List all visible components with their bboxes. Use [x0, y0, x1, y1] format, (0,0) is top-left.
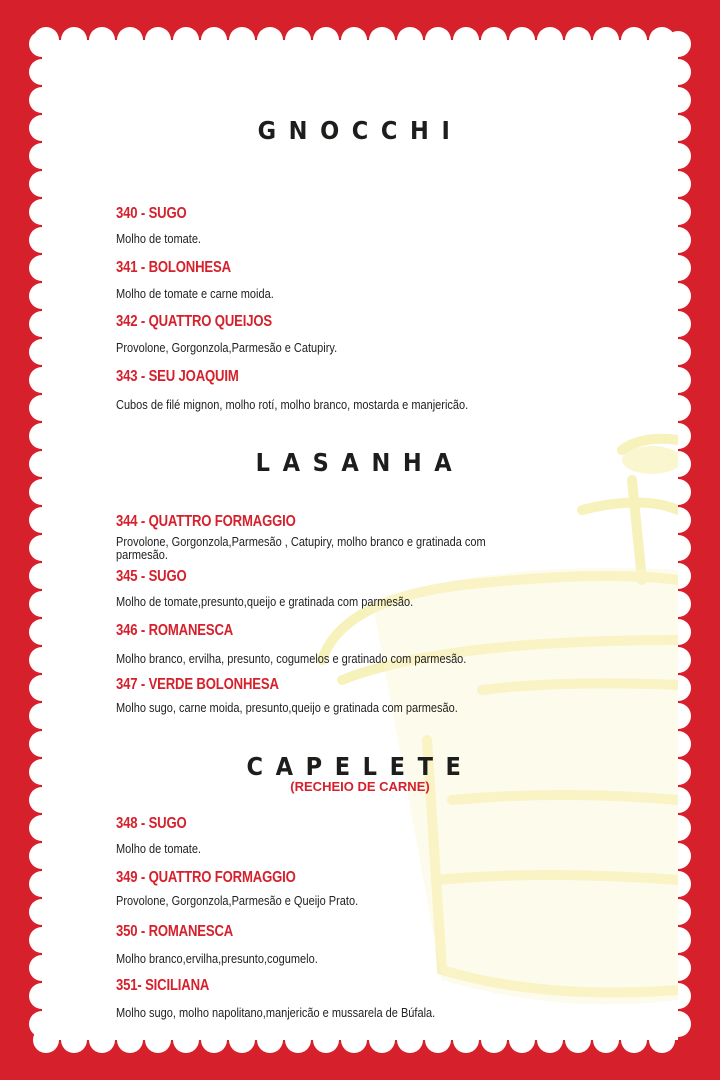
menu-item-name: 341 - BOLONHESA	[116, 259, 231, 276]
menu-page	[42, 40, 678, 1040]
menu-item-desc: Molho branco,ervilha,presunto,cogumelo.	[116, 952, 318, 966]
section-subtitle: (RECHEIO DE CARNE)	[290, 779, 430, 794]
menu-item-name: 342 - QUATTRO QUEIJOS	[116, 313, 272, 330]
menu-item-desc: Molho branco, ervilha, presunto, cogumelos e gratinado com parmesão.	[116, 652, 467, 666]
section-title-lasanha: LASANHA	[255, 448, 465, 477]
menu-item-name: 351- SICILIANA	[116, 977, 210, 994]
menu-item-name: 350 - ROMANESCA	[116, 923, 234, 940]
menu-item-desc: Provolone, Gorgonzola,Parmesão e Catupiry.	[116, 341, 338, 355]
menu-item-desc: Molho de tomate,presunto,queijo e gratinada com parmesão.	[116, 595, 414, 609]
menu-item-desc: Molho de tomate.	[116, 232, 202, 246]
menu-item-desc: Molho de tomate e carne moida.	[116, 287, 274, 301]
menu-item-name: 348 - SUGO	[116, 815, 187, 832]
menu-item-name: 345 - SUGO	[116, 568, 187, 585]
menu-item-name: 340 - SUGO	[116, 205, 187, 222]
menu-item-desc: Molho sugo, molho napolitano,manjericão e mussarela de Búfala.	[116, 1006, 436, 1020]
section-title-gnocchi: GNOCCHI	[257, 116, 463, 145]
menu-item-desc: Provolone, Gorgonzola,Parmesão e Queijo Prato.	[116, 894, 359, 908]
menu-item-name: 347 - VERDE BOLONHESA	[116, 676, 279, 693]
menu-item-name: 343 - SEU JOAQUIM	[116, 368, 239, 385]
menu-item-desc: Provolone, Gorgonzola,Parmesão , Catupiry, molho branco e gratinada com parmesão.	[116, 535, 486, 562]
menu-item-name: 349 - QUATTRO FORMAGGIO	[116, 869, 296, 886]
section-title-capelete: CAPELETE	[246, 752, 474, 781]
menu-item-name: 346 - ROMANESCA	[116, 622, 234, 639]
menu-item-desc: Molho de tomate.	[116, 842, 202, 856]
menu-item-name: 344 - QUATTRO FORMAGGIO	[116, 513, 296, 530]
menu-item-desc: Cubos de filé mignon, molho rotí, molho branco, mostarda e manjericão.	[116, 398, 469, 412]
menu-item-desc: Molho sugo, carne moida, presunto,queijo e gratinada com parmesão.	[116, 701, 458, 715]
